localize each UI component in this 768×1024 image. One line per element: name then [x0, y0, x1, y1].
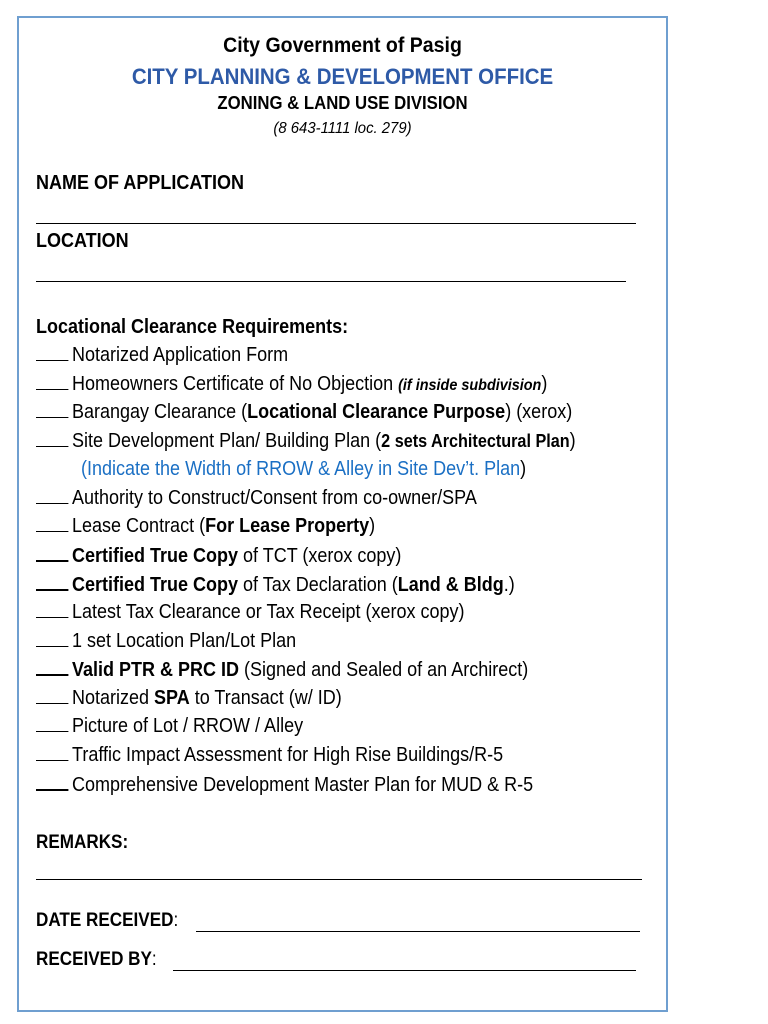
- checkbox-blank[interactable]: [36, 658, 68, 676]
- requirement-item: Latest Tax Clearance or Tax Receipt (xerox copy): [36, 601, 465, 624]
- checkbox-blank[interactable]: [36, 630, 68, 647]
- received-by-line[interactable]: [173, 970, 636, 971]
- requirements-title: Locational Clearance Requirements:: [36, 316, 349, 338]
- remarks-line[interactable]: [36, 879, 642, 880]
- remarks-label: REMARKS:: [36, 832, 129, 853]
- date-received-line[interactable]: [196, 931, 640, 932]
- application-form-card: [17, 16, 668, 1012]
- requirement-item: Valid PTR & PRC ID (Signed and Sealed of an Archirect): [36, 658, 528, 682]
- received-by-field: RECEIVED BY:: [36, 949, 157, 970]
- government-title: City Government of Pasig: [223, 34, 462, 57]
- date-received-field: DATE RECEIVED:: [36, 910, 179, 931]
- checkbox-blank[interactable]: [36, 401, 68, 418]
- requirement-item: Comprehensive Development Master Plan for MUD & R-5: [36, 773, 533, 797]
- requirement-item: 1 set Location Plan/Lot Plan: [36, 630, 296, 653]
- location-label: LOCATION: [36, 230, 129, 252]
- requirement-item: Barangay Clearance (Locational Clearance Purpose) (xerox): [36, 401, 572, 424]
- requirement-item: Traffic Impact Assessment for High Rise Buildings/R-5: [36, 744, 503, 767]
- checkbox-blank[interactable]: [36, 544, 68, 562]
- checkbox-blank[interactable]: [36, 601, 68, 618]
- checkbox-blank[interactable]: [36, 744, 68, 761]
- requirement-item: Homeowners Certificate of No Objection (if inside subdivision): [36, 373, 547, 396]
- checkbox-blank[interactable]: [36, 430, 68, 447]
- requirement-item: Lease Contract (For Lease Property): [36, 515, 375, 538]
- requirement-item: Site Development Plan/ Building Plan (2 sets Architectural Plan): [36, 430, 576, 453]
- requirement-item: Certified True Copy of TCT (xerox copy): [36, 544, 401, 568]
- office-title: CITY PLANNING & DEVELOPMENT OFFICE: [131, 64, 554, 89]
- checkbox-blank[interactable]: [36, 687, 68, 704]
- checkbox-blank[interactable]: [36, 573, 68, 591]
- checkbox-blank[interactable]: [36, 515, 68, 532]
- name-of-application-line[interactable]: [36, 223, 636, 224]
- requirement-item: Certified True Copy of Tax Declaration (Land & Bldg.): [36, 573, 515, 597]
- requirement-item: Notarized Application Form: [36, 344, 288, 367]
- checkbox-blank[interactable]: [36, 773, 68, 791]
- checkbox-blank[interactable]: [36, 487, 68, 504]
- received-by-label: RECEIVED BY: [36, 949, 152, 970]
- checkbox-blank[interactable]: [36, 373, 68, 390]
- requirement-item: Authority to Construct/Consent from co-owner/SPA: [36, 487, 477, 510]
- checkbox-blank[interactable]: [36, 344, 68, 361]
- phone-number: (8 643-1111 loc. 279): [273, 120, 412, 137]
- checkbox-blank[interactable]: [36, 715, 68, 732]
- requirement-item: Picture of Lot / RROW / Alley: [36, 715, 303, 738]
- requirement-item: Notarized SPA to Transact (w/ ID): [36, 687, 342, 710]
- division-title: ZONING & LAND USE DIVISION: [217, 93, 468, 113]
- requirement-note: (Indicate the Width of RROW & Alley in Site Dev’t. Plan): [81, 458, 527, 480]
- location-line[interactable]: [36, 281, 626, 282]
- name-of-application-label: NAME OF APPLICATION: [36, 172, 244, 194]
- date-received-label: DATE RECEIVED: [36, 910, 174, 931]
